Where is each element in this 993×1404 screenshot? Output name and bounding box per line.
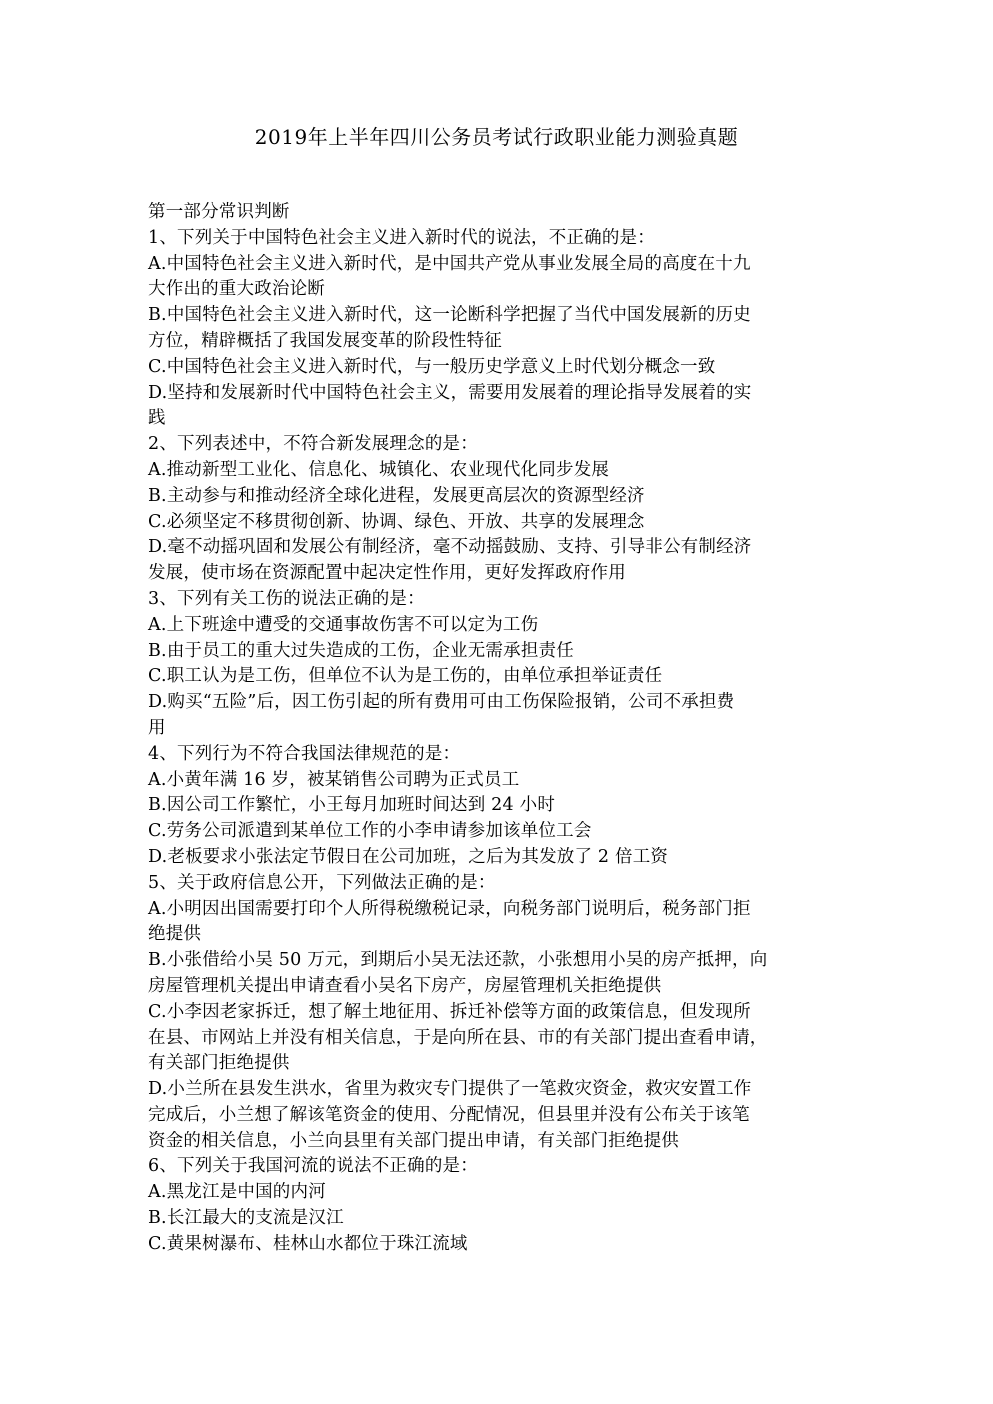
question-5-option-c: C.小李因老家拆迁，想了解土地征用、拆迁补偿等方面的政策信息，但发现所: [148, 1001, 751, 1022]
question-5-option-b: B.小张借给小吴 50 万元，到期后小吴无法还款，小张想用小吴的房产抵押，向: [148, 950, 768, 971]
question-2-option-c: C.必须坚定不移贯彻创新、协调、绿色、开放、共享的发展理念: [148, 511, 645, 532]
question-1-option-b-cont: 方位，精辟概括了我国发展变革的阶段性特征: [148, 330, 502, 351]
question-1-option-d-cont: 践: [148, 408, 166, 429]
question-5-option-a: A.小明因出国需要打印个人所得税缴税记录，向税务部门说明后，税务部门拒: [148, 898, 751, 919]
question-5: 5、关于政府信息公开，下列做法正确的是：: [148, 872, 496, 893]
question-5-option-a-cont: 绝提供: [148, 924, 202, 945]
question-6-option-a: A.黑龙江是中国的内河: [148, 1182, 326, 1203]
question-4-option-d: D.老板要求小张法定节假日在公司加班，之后为其发放了 2 倍工资: [148, 846, 669, 867]
question-2-option-d: D.毫不动摇巩固和发展公有制经济，毫不动摇鼓励、支持、引导非公有制经济: [148, 537, 752, 558]
question-3-option-a: A.上下班途中遭受的交通事故伤害不可以定为工伤: [148, 614, 539, 635]
question-1-option-a-cont: 大作出的重大政治论断: [148, 279, 325, 300]
question-4-option-b: B.因公司工作繁忙，小王每月加班时间达到 24 小时: [148, 795, 556, 816]
question-4-option-a: A.小黄年满 16 岁，被某销售公司聘为正式员工: [148, 769, 520, 790]
question-5-option-c-cont: 在县、市网站上并没有相关信息，于是向所在县、市的有关部门提出查看申请，: [148, 1027, 768, 1048]
question-3-option-d-cont: 用: [148, 717, 166, 738]
question-5-option-c-cont: 有关部门拒绝提供: [148, 1053, 290, 1074]
question-1-option-d: D.坚持和发展新时代中国特色社会主义，需要用发展着的理论指导发展着的实: [148, 382, 752, 403]
question-1-option-a: A.中国特色社会主义进入新时代，是中国共产党从事业发展全局的高度在十九: [148, 253, 751, 274]
question-2-option-b: B.主动参与和推动经济全球化进程，发展更高层次的资源型经济: [148, 485, 645, 506]
question-6-option-c: C.黄果树瀑布、桂林山水都位于珠江流域: [148, 1233, 468, 1254]
question-2-option-d-cont: 发展，使市场在资源配置中起决定性作用，更好发挥政府作用: [148, 563, 626, 584]
question-3-option-c: C.职工认为是工伤，但单位不认为是工伤的，由单位承担举证责任: [148, 666, 663, 687]
document-body: [148, 200, 848, 1258]
document-title: 2019年上半年四川公务员考试行政职业能力测验真题: [254, 125, 739, 149]
question-5-option-d-cont: 完成后，小兰想了解该笔资金的使用、分配情况，但县里并没有公布关于该笔: [148, 1104, 750, 1125]
question-2: 2、下列表述中，不符合新发展理念的是：: [148, 434, 478, 455]
question-5-option-d-cont: 资金的相关信息，小兰向县里有关部门提出申请，有关部门拒绝提供: [148, 1130, 679, 1151]
question-6-option-b: B.长江最大的支流是汉江: [148, 1208, 344, 1229]
question-4: 4、下列行为不符合我国法律规范的是：: [148, 743, 461, 764]
question-3: 3、下列有关工伤的说法正确的是：: [148, 588, 425, 609]
question-1-option-c: C.中国特色社会主义进入新时代，与一般历史学意义上时代划分概念一致: [148, 356, 716, 377]
question-1-option-b: B.中国特色社会主义进入新时代，这一论断科学把握了当代中国发展新的历史: [148, 305, 751, 326]
question-1: 1、下列关于中国特色社会主义进入新时代的说法，不正确的是：: [148, 227, 655, 248]
question-2-option-a: A.推动新型工业化、信息化、城镇化、农业现代化同步发展: [148, 459, 610, 480]
section-heading: 第一部分常识判断: [148, 202, 290, 222]
question-3-option-b: B.由于员工的重大过失造成的工伤，企业无需承担责任: [148, 640, 574, 661]
question-6: 6、下列关于我国河流的说法不正确的是：: [148, 1156, 478, 1177]
question-5-option-b-cont: 房屋管理机关提出申请查看小吴名下房产，房屋管理机关拒绝提供: [148, 975, 662, 996]
question-4-option-c: C.劳务公司派遣到某单位工作的小李申请参加该单位工会: [148, 821, 592, 842]
question-3-option-d: D.购买“五险”后，因工伤引起的所有费用可由工伤保险报销，公司不承担费: [148, 692, 735, 713]
question-5-option-d: D.小兰所在县发生洪水，省里为救灾专门提供了一笔救灾资金，救灾安置工作: [148, 1079, 752, 1100]
